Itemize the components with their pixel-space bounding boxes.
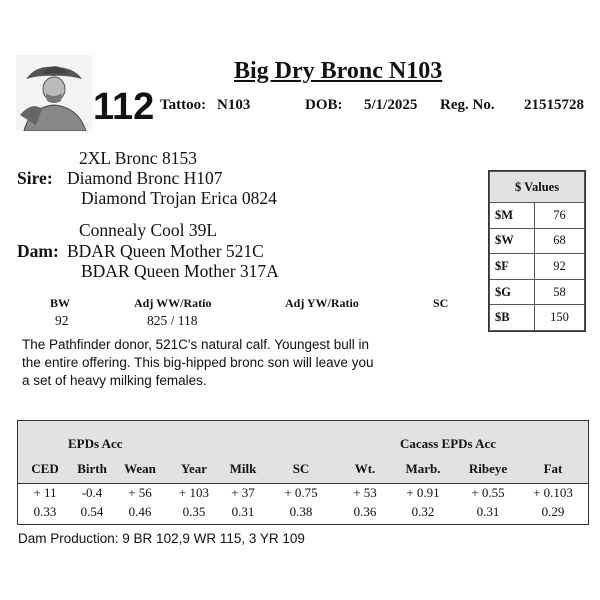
epd-accuracy: 0.38 — [289, 504, 313, 519]
sc-label: SC — [433, 296, 449, 310]
dollar-value-row — [490, 305, 585, 331]
epd-accuracy: 0.29 — [541, 504, 565, 519]
epd-accuracy: 0.36 — [353, 504, 377, 519]
tattoo-label: Tattoo: — [160, 97, 207, 113]
epd-group-label: EPDs Acc — [68, 436, 123, 451]
lot-remarks: The Pathfinder donor, 521C's natural calf. Youngest bull in the entire offering. This big-hipped bronc son will leave you a set of heavy milking females. — [22, 337, 374, 388]
epd-value: + 0.75 — [284, 485, 318, 500]
reg-label: Reg. No. — [440, 97, 495, 113]
epd-column-header: Year — [181, 461, 207, 476]
dam-name: BDAR Queen Mother 521C — [67, 241, 264, 261]
epd-value: -0.4 — [81, 485, 103, 500]
sire-sire: 2XL Bronc 8153 — [79, 148, 197, 168]
dollar-value-row — [490, 203, 585, 229]
epd-accuracy: 0.31 — [476, 504, 500, 519]
epd-accuracy: 0.33 — [33, 504, 57, 519]
epd-column-header: Fat — [543, 461, 563, 476]
index-label: $M — [490, 203, 535, 229]
dollar-values-header: $ Values — [490, 172, 585, 203]
dob-value: 5/1/2025 — [364, 97, 418, 113]
animal-name-title: Big Dry Bronc N103 — [234, 58, 443, 84]
bw-value: 92 — [55, 313, 69, 328]
index-label: $B — [490, 305, 535, 331]
lot-number: 112 — [93, 86, 155, 128]
epd-accuracy: 0.46 — [128, 504, 152, 519]
epd-value: + 37 — [231, 485, 255, 500]
index-value: 76 — [535, 203, 585, 229]
dam-label: Dam: — [17, 241, 59, 261]
sire-name: Diamond Bronc H107 — [67, 168, 223, 188]
dam-production: Dam Production: 9 BR 102,9 WR 115, 3 YR 109 — [18, 531, 305, 546]
dam-dam: BDAR Queen Mother 317A — [81, 261, 279, 281]
index-label: $W — [490, 228, 535, 254]
epd-column-header: SC — [292, 461, 310, 476]
index-value: 150 — [535, 305, 585, 331]
dollar-values-table — [488, 170, 586, 332]
sire-dam: Diamond Trojan Erica 0824 — [81, 188, 277, 208]
epd-value: + 103 — [178, 485, 210, 500]
epd-column-header: Milk — [229, 461, 257, 476]
index-value: 92 — [535, 254, 585, 280]
epd-column-header: Wean — [124, 461, 156, 476]
epd-value: + 0.103 — [533, 485, 573, 500]
tattoo-value: N103 — [217, 97, 251, 113]
index-label: $F — [490, 254, 535, 280]
epd-value: + 0.91 — [406, 485, 440, 500]
adj-yw-label: Adj YW/Ratio — [285, 296, 359, 310]
ranch-logo — [16, 55, 92, 131]
epd-column-header: Birth — [77, 461, 107, 476]
epd-column-header: Ribeye — [468, 461, 508, 476]
dollar-value-row — [490, 254, 585, 280]
epd-value: + 0.55 — [471, 485, 505, 500]
index-value: 58 — [535, 279, 585, 305]
sire-label: Sire: — [17, 168, 53, 188]
dam-sire: Connealy Cool 39L — [79, 220, 218, 240]
epd-column-header: Wt. — [354, 461, 376, 476]
index-label: $G — [490, 279, 535, 305]
adj-ww-label: Adj WW/Ratio — [134, 296, 212, 310]
carcass-group-label: Cacass EPDs Acc — [400, 436, 497, 451]
epd-value: + 53 — [353, 485, 377, 500]
bw-label: BW — [50, 296, 71, 310]
dollar-value-row — [490, 228, 585, 254]
reg-value: 21515728 — [524, 97, 584, 113]
epd-column-header: Marb. — [405, 461, 441, 476]
epd-accuracy: 0.31 — [231, 504, 255, 519]
index-value: 68 — [535, 228, 585, 254]
epd-accuracy: 0.35 — [182, 504, 206, 519]
epd-column-header: CED — [31, 461, 59, 476]
adj-ww-value: 825 / 118 — [147, 313, 198, 328]
dob-label: DOB: — [305, 97, 343, 113]
epd-accuracy: 0.54 — [80, 504, 104, 519]
epd-accuracy: 0.32 — [411, 504, 435, 519]
epd-value: + 11 — [33, 485, 57, 500]
epd-value: + 56 — [128, 485, 152, 500]
dollar-value-row — [490, 279, 585, 305]
